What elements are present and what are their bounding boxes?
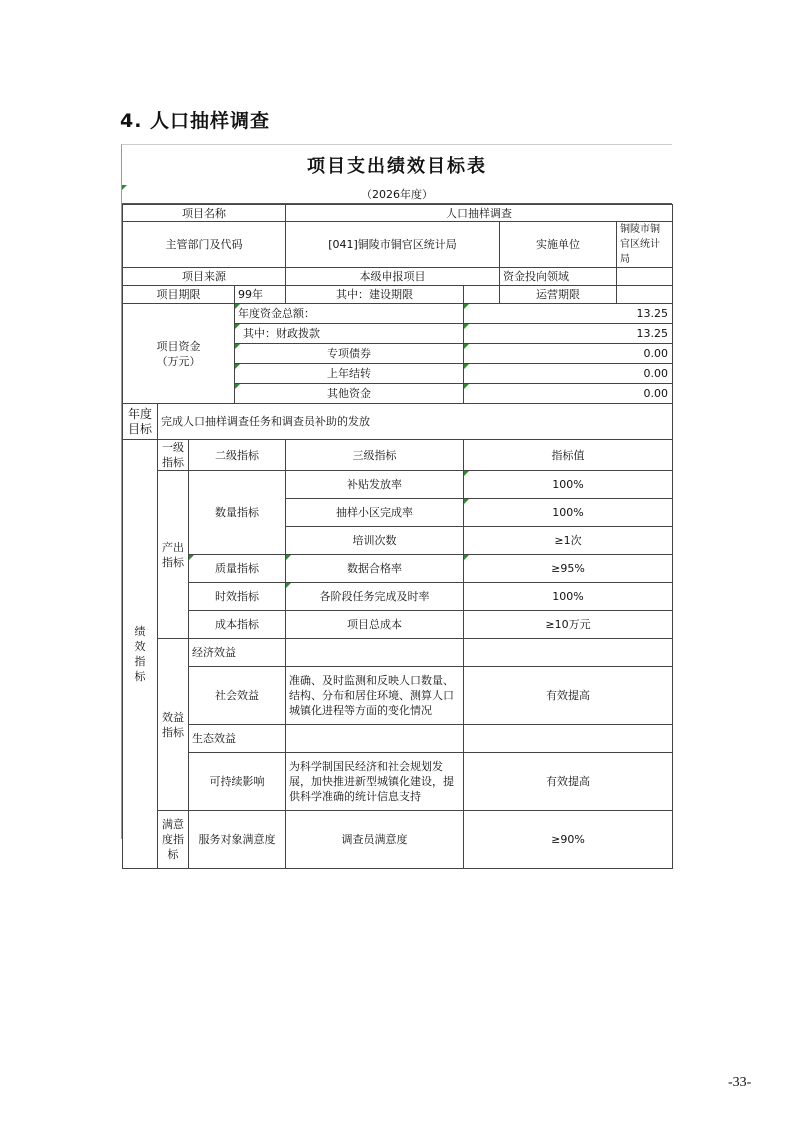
indicator-value: ≥95% (464, 555, 673, 583)
indicator-name: 数据合格率 (286, 555, 464, 583)
cost-label: 成本指标 (189, 611, 286, 639)
op-period-label: 运营期限 (500, 286, 617, 304)
row-satisfaction (123, 811, 673, 869)
table-year: （2026年度） (122, 185, 672, 204)
output-label: 产出 指标 (158, 471, 189, 639)
indicator-value: 100% (464, 499, 673, 527)
indicator-name: 为科学制国民经济和社会规划发展，加快推进新型城镇化建设，提供科学准确的统计信息支持 (286, 753, 464, 811)
period-label: 项目期限 (123, 286, 235, 304)
project-name-label: 项目名称 (123, 205, 286, 222)
row-quality (123, 555, 673, 583)
row-economic (123, 639, 673, 667)
economic-label: 经济效益 (189, 639, 286, 667)
row-funds-total (123, 304, 673, 324)
build-period-value (464, 286, 500, 304)
row-cost (123, 611, 673, 639)
header-value: 指标值 (464, 440, 673, 471)
op-period-value (617, 286, 673, 304)
funds-item-value: 13.25 (464, 304, 673, 324)
table-title: 项目支出绩效目标表 (307, 156, 487, 177)
social-label: 社会效益 (189, 667, 286, 725)
row-department (123, 222, 673, 268)
satisfaction-label: 服务对象满意度 (189, 811, 286, 869)
dept-label: 主管部门及代码 (123, 222, 286, 268)
header-level2: 二级指标 (189, 440, 286, 471)
indicator-value (464, 639, 673, 667)
row-timeliness (123, 583, 673, 611)
annual-goal-text: 完成人口抽样调查任务和调查员补助的发放 (158, 404, 673, 440)
direction-label: 资金投向领域 (500, 268, 617, 286)
performance-table (122, 204, 673, 869)
indicator-name: 抽样小区完成率 (286, 499, 464, 527)
indicator-name (286, 725, 464, 753)
indicator-name (286, 639, 464, 667)
funds-item-value: 0.00 (464, 344, 673, 364)
funds-item-value: 13.25 (464, 324, 673, 344)
funds-item-label: 上年结转 (235, 364, 464, 384)
funds-label: 项目资金 （万元） (123, 304, 235, 404)
row-social (123, 667, 673, 725)
funds-item-label: 其中：财政拨款 (235, 324, 464, 344)
perf-outer-label: 绩 效 指 标 (123, 440, 158, 869)
funds-item-value: 0.00 (464, 384, 673, 404)
project-name-value: 人口抽样调查 (286, 205, 673, 222)
timeliness-label: 时效指标 (189, 583, 286, 611)
satisfaction-outer-label: 满意 度指 标 (158, 811, 189, 869)
indicator-value: 100% (464, 471, 673, 499)
indicator-value (464, 725, 673, 753)
annual-goal-label: 年度 目标 (123, 404, 158, 440)
ecological-label: 生态效益 (189, 725, 286, 753)
indicator-name: 准确、及时监测和反映人口数量、结构、分布和居住环境、测算人口城镇化进程等方面的变化情况 (286, 667, 464, 725)
direction-value (617, 268, 673, 286)
row-perf-header (123, 440, 673, 471)
header-level1: 一级 指标 (158, 440, 189, 471)
funds-item-value: 0.00 (464, 364, 673, 384)
header-level3: 三级指标 (286, 440, 464, 471)
indicator-value: 有效提高 (464, 667, 673, 725)
impl-label: 实施单位 (500, 222, 617, 268)
row-period (123, 286, 673, 304)
dept-value: [041]铜陵市铜官区统计局 (286, 222, 500, 268)
indicator-name: 补贴发放率 (286, 471, 464, 499)
source-label: 项目来源 (123, 268, 286, 286)
quality-label: 质量指标 (189, 555, 286, 583)
indicator-name: 项目总成本 (286, 611, 464, 639)
indicator-value: ≥10万元 (464, 611, 673, 639)
period-value: 99年 (235, 286, 286, 304)
section-heading: 4. 人口抽样调查 (120, 110, 271, 132)
row-quantity-1 (123, 471, 673, 499)
build-period-label: 其中：建设期限 (286, 286, 464, 304)
row-source (123, 268, 673, 286)
row-ecological (123, 725, 673, 753)
funds-item-label: 其他资金 (235, 384, 464, 404)
indicator-name: 调查员满意度 (286, 811, 464, 869)
indicator-name: 培训次数 (286, 527, 464, 555)
row-annual-goal (123, 404, 673, 440)
sustainable-label: 可持续影响 (189, 753, 286, 811)
indicator-value: 100% (464, 583, 673, 611)
indicator-value: ≥90% (464, 811, 673, 869)
indicator-value: ≥1次 (464, 527, 673, 555)
funds-item-label: 年度资金总额： (235, 304, 464, 324)
page-number: -33- (728, 1075, 752, 1090)
indicator-name: 各阶段任务完成及时率 (286, 583, 464, 611)
indicator-value: 有效提高 (464, 753, 673, 811)
quantity-label: 数量指标 (189, 471, 286, 555)
source-value: 本级申报项目 (286, 268, 500, 286)
row-sustainable (123, 753, 673, 811)
funds-item-label: 专项债券 (235, 344, 464, 364)
performance-target-sheet (121, 144, 672, 861)
row-project-name (123, 205, 673, 222)
impl-value: 铜陵市铜官区统计局 (617, 222, 673, 268)
benefit-label: 效益 指标 (158, 639, 189, 811)
